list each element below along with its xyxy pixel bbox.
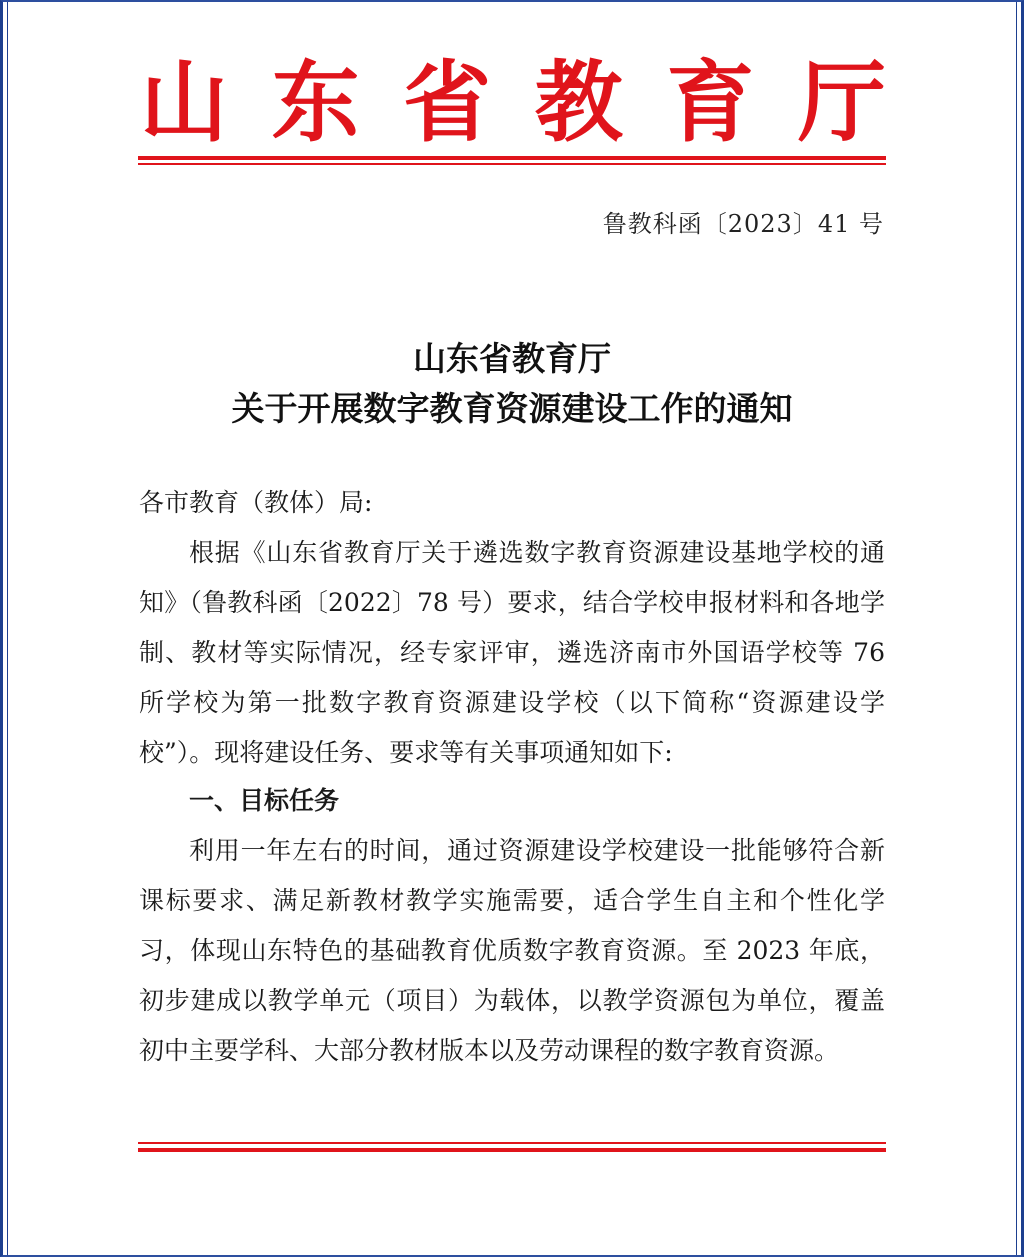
section-heading-goals: 一、目标任务: [189, 786, 340, 815]
header-red-rule-thick: [138, 156, 886, 160]
document-title-line1: 山东省教育厅: [413, 339, 611, 378]
footer-red-rule-thin: [138, 1142, 886, 1144]
masthead-char: 东: [271, 50, 360, 154]
paragraph-goals: 利用一年左右的时间，通过资源建设学校建设一批能够符合新课标要求、满足新教材教学实施需要，适合学生自主和个性化学习，体现山东特色的基础教育优质数字教育资源。至 2023 年底，初步建成以教学单元（项目）为载体，以教学资源包为单位，覆盖初中主要学科、大部分教材版本以及劳动课程的数字教育资源。: [139, 836, 885, 1065]
masthead-char: 教: [534, 50, 623, 154]
masthead-char: 育: [666, 50, 755, 154]
masthead-char: 山: [139, 50, 228, 154]
document-number: 鲁教科函〔2023〕41 号: [602, 210, 884, 238]
masthead-char: 省: [403, 50, 492, 154]
document-title-line2: 关于开展数字教育资源建设工作的通知: [231, 389, 793, 428]
footer-red-rule-thick: [138, 1148, 886, 1152]
header-red-rule-thin: [138, 163, 886, 165]
paragraph-intro: 根据《山东省教育厅关于遴选数字教育资源建设基地学校的通知》（鲁教科函〔2022〕78 号）要求，结合学校申报材料和各地学制、教材等实际情况，经专家评审，遴选济南市外国语学校等 76 所学校为第一批数字教育资源建设学校（以下简称“资源建设学校”）。现将建设任务、要求等有关事项通知如下:: [139, 538, 885, 767]
masthead-char: 厅: [797, 50, 886, 154]
masthead-issuer: [138, 52, 888, 152]
addressee: 各市教育（教体）局:: [139, 488, 373, 517]
